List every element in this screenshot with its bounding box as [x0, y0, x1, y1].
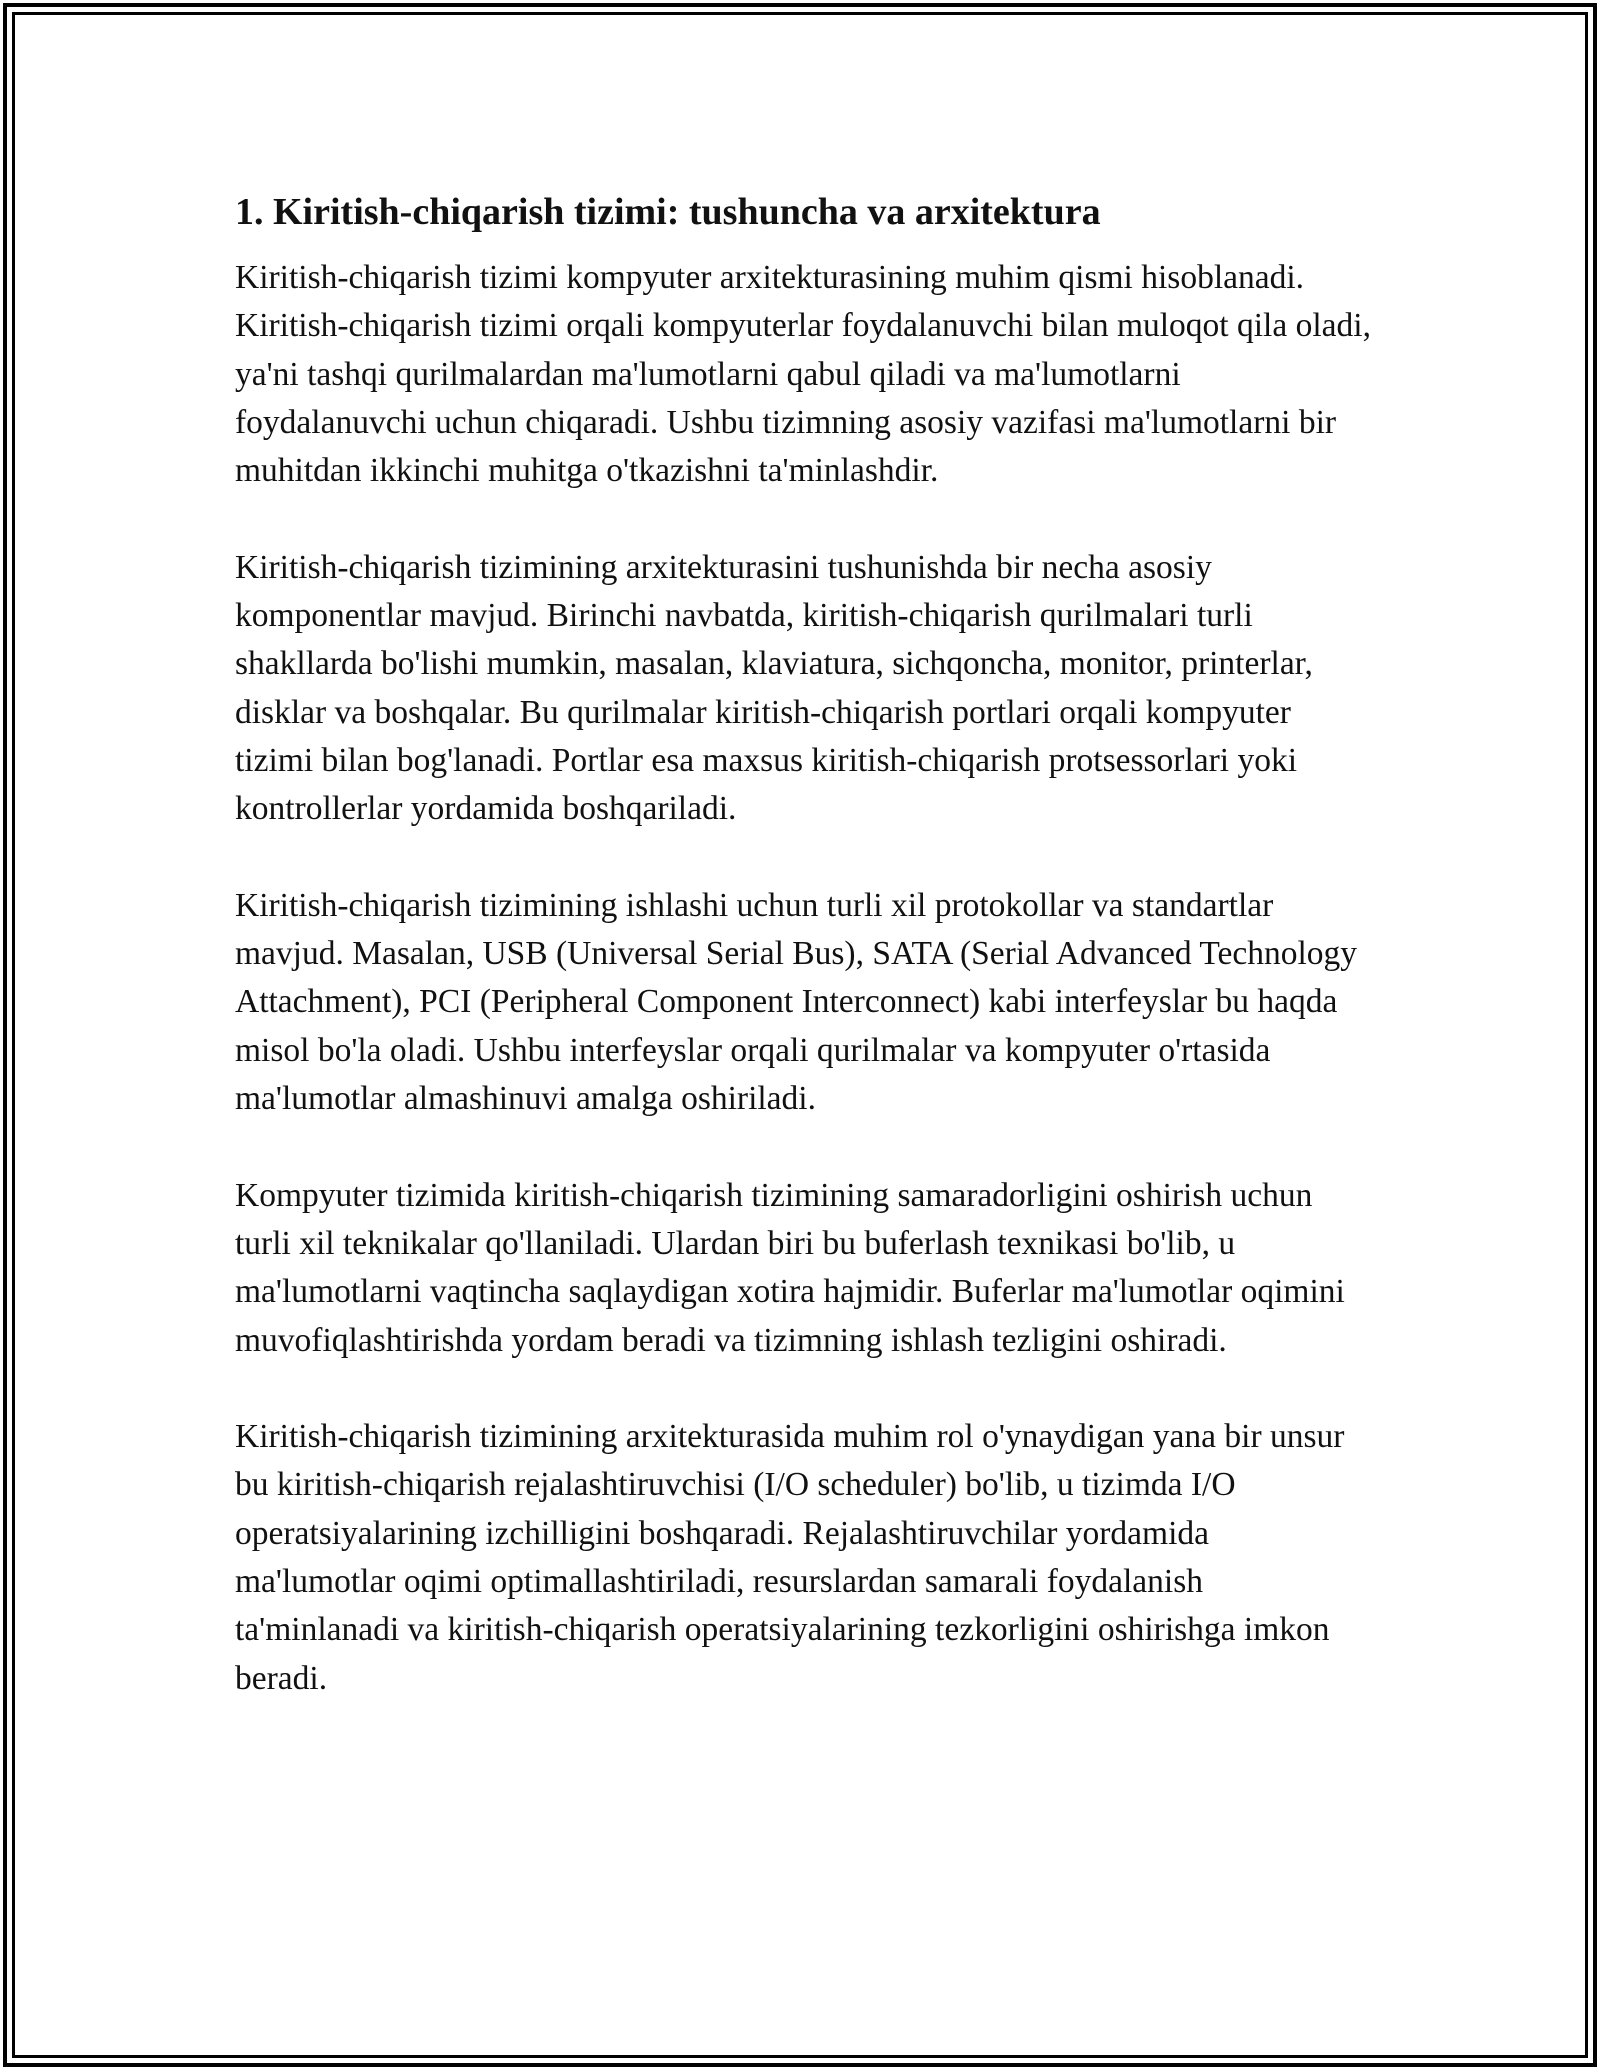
paragraph-5: Kiritish-chiqarish tizimining arxitekturasida muhim rol o'ynaydigan yana bir unsur bu kiritish-chiqarish rejalashtiruvchisi (I/O scheduler) bo'lib, u tizimda I/O operatsiyalarining izchilligini boshqaradi. Rejalashtiruvchilar yordamida ma'lumotlar oqimi optimallashtiriladi, resurslardan samarali foydalanish ta'minlanadi va kiritish-chiqarish operatsiyalarining tezkorligini oshirishga imkon beradi.: [235, 1418, 1345, 1697]
paragraph-4: Kompyuter tizimida kiritish-chiqarish tizimining samaradorligini oshirish uchun turli xil teknikalar qo'llaniladi. Ulardan biri bu buferlash texnikasi bo'lib, u ma'lumotlarni vaqtincha saqlaydigan xotira hajmidir. Buferlar ma'lumotlar oqimini muvofiqlashtirishda yordam beradi va tizimning ishlash tezligini oshiradi.: [235, 1176, 1345, 1359]
paragraph-1: Kiritish-chiqarish tizimi kompyuter arxitekturasining muhim qismi hisoblanadi. Kiritish-chiqarish tizimi orqali kompyuterlar foydalanuvchi bilan muloqot qila oladi, ya'ni tashqi qurilmalardan ma'lumotlarni qabul qiladi va ma'lumotlarni foydalanuvchi uchun chiqaradi. Ushbu tizimning asosiy vazifasi ma'lumotlarni bir muhitdan ikkinchi muhitga o'tkazishni ta'minlashdir.: [235, 259, 1371, 490]
document-body: [235, 186, 1375, 1751]
paragraph-2: Kiritish-chiqarish tizimining arxitekturasini tushunishda bir necha asosiy komponentlar mavjud. Birinchi navbatda, kiritish-chiqarish qurilmalari turli shakllarda bo'lishi mumkin, masalan, klaviatura, sichqoncha, monitor, printerlar, disklar va boshqalar. Bu qurilmalar kiritish-chiqarish portlari orqali kompyuter tizimi bilan bog'lanadi. Portlar esa maxsus kiritish-chiqarish protsessorlari yoki kontrollerlar yordamida boshqariladi.: [235, 548, 1313, 828]
paragraph-3: Kiritish-chiqarish tizimining ishlashi uchun turli xil protokollar va standartlar mavjud. Masalan, USB (Universal Serial Bus), SATA (Serial Advanced Technology Attachment), PCI (Peripheral Component Interconnect) kabi interfeyslar bu haqda misol bo'la oladi. Ushbu interfeyslar orqali qurilmalar va kompyuter o'rtasida ma'lumotlar almashinuvi amalga oshiriladi.: [235, 886, 1358, 1118]
section-heading: 1. Kiritish-chiqarish tizimi: tushuncha va arxitektura: [235, 191, 1101, 233]
